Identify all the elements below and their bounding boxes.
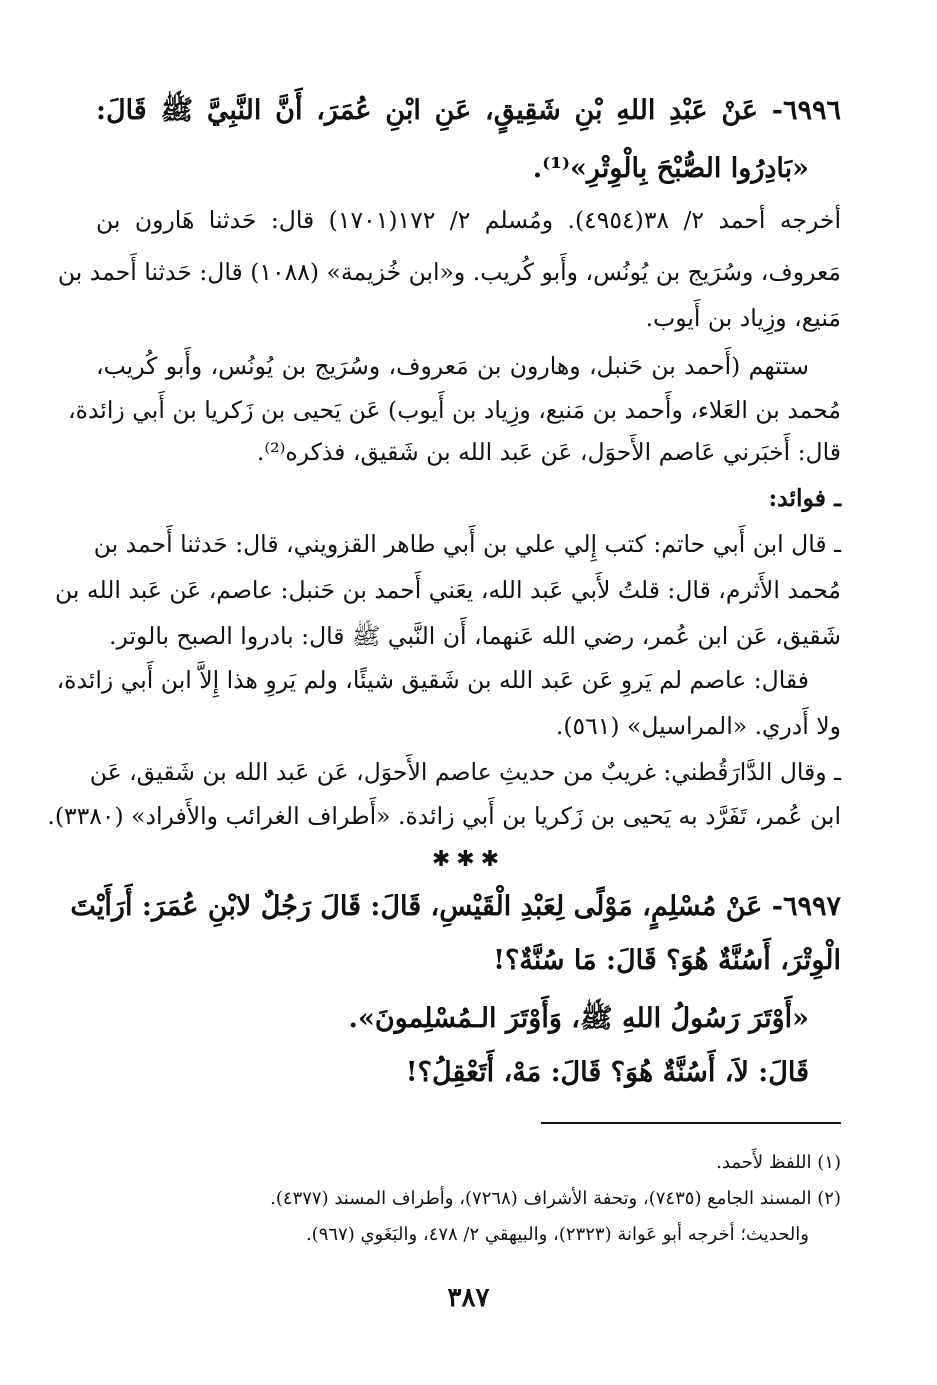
hadith-6997-line-1: ٦٩٩٧- عَنْ مُسْلِمٍ، مَوْلًى لِعَبْدِ الْقَيْسِ، قَالَ: قَالَ رَجُلٌ لابْنِ عُمَرَ: أَرَأَيْتَ — [70, 891, 841, 922]
section-separator: ✱✱✱ — [431, 847, 506, 872]
isnad-line-1: ستتهم (أَحمد بن حَنبل، وهارون بن مَعروف، وسُرَيج بن يُونُس، وأَبو كُريب، — [96, 352, 809, 380]
takhrij-line-1: أخرجه أحمد ٢/ ٣٨(٤٩٥٤). ومُسلم ٢/ ١٧٢(١٧٠١) قال: حَدثنا هَارون بن — [96, 206, 841, 234]
takhrij-line-2: مَعروف، وسُرَيج بن يُونُس، وأَبو كُريب. و«ابن خُزيمة» (١٠٨٨) قال: حَدثنا أَحمد بن — [57, 258, 841, 286]
fawaid-3-line-2: ابن عُمر، تَفَرَّد به يَحيى بن زَكريا بن أَبي زائدة. «أَطراف الغرائب والأَفراد» (٣٣٨٠). — [47, 802, 841, 830]
isnad-line-2: مُحمد بن العَلاء، وأَحمد بن مَنيع، وزِياد بن أَيوب) عَن يَحيى بن زَكريا بن أَبي زائدة، — [68, 396, 841, 424]
takhrij-line-3: مَنيع، وزِياد بن أَيوب. — [645, 304, 841, 332]
hadith-6996-line-2: «بَادِرُوا الصُّبْحَ بِالْوِتْرِ»⁽¹⁾. — [532, 153, 809, 184]
footnote-1: (١) اللفظ لأَحمد. — [716, 1152, 841, 1173]
fawaid-3-line-1: ـ وقال الدَّارَقُطني: غريبٌ من حديثِ عاصم الأَحوَل، عَن عَبد الله بن شَقيق، عَن — [89, 758, 841, 786]
footnote-2-continued: والحديث؛ أخرجه أبو عَوانة (٢٣٢٣)، والبيهقي ٢/ ٤٧٨، والبَغَوي (٩٦٧). — [305, 1224, 809, 1245]
fawaid-2-line-2: ولا أَدري. «المراسيل» (٥٦١). — [555, 712, 841, 740]
isnad-line-3: قال: أَخبَرني عَاصم الأَحوَل، عَن عَبد الله بن شَقيق، فذكره⁽²⁾. — [256, 438, 841, 466]
fawaid-1-line-1: ـ قال ابن أَبي حاتم: كتب إِلي علي بن أَبي طاهر القزويني، قال: حَدثنا أَحمد بن — [93, 530, 841, 558]
fawaid-1-line-3: شَقيق، عَن ابن عُمر، رضي الله عَنهما، أَن النَّبي ﷺ قال: بادروا الصبح بالوتر. — [109, 622, 841, 650]
hadith-6996-line-1: ٦٩٩٦- عَنْ عَبْدِ اللهِ بْنِ شَقِيقٍ، عَنِ ابْنِ عُمَرَ، أَنَّ النَّبِيَّ ﷺ قَالَ: — [96, 95, 841, 126]
fawaid-1-line-2: مُحمد الأَثرم، قال: قلتُ لأَبي عَبد الله، يعَني أَحمد بن حَنبل: عاصم، عَن عَبد الله بن — [54, 576, 841, 604]
footnote-2: (٢) المسند الجامع (٧٤٣٥)، وتحفة الأشراف (٧٢٦٨)، وأطراف المسند (٤٣٧٧). — [270, 1188, 841, 1209]
hadith-6997-line-4: قَالَ: لاَ، أَسُنَّةٌ هُوَ؟ قَالَ: مَهْ، أَتَعْقِلُ؟! — [405, 1057, 809, 1088]
fawaid-2-line-1: فقال: عاصم لم يَروِ عَن عَبد الله بن شَقيق شيئًا، ولم يَروِ هذا إِلاَّ ابن أَبي زائدة، — [56, 666, 809, 694]
page-number: ٣٨٧ — [447, 1283, 490, 1313]
footnote-separator — [541, 1122, 841, 1124]
hadith-6997-line-2: الْوِتْرَ، أَسُنَّةٌ هُوَ؟ قَالَ: مَا سُنَّةٌ؟! — [493, 945, 841, 976]
fawaid-heading: ـ فوائد: — [768, 484, 841, 512]
hadith-6997-line-3: «أَوْتَرَ رَسُولُ اللهِ ﷺ، وَأَوْتَرَ الـمُسْلِمونَ». — [348, 1003, 809, 1034]
